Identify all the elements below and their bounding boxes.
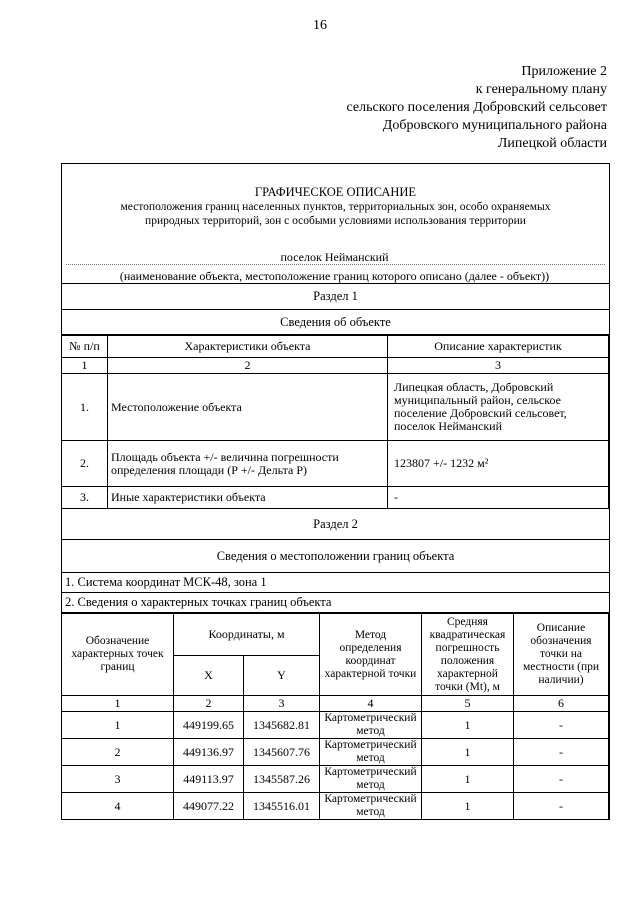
column-number: 2 bbox=[108, 358, 388, 374]
header-method: Метод определения координат характерной точки bbox=[320, 614, 422, 696]
header-designation: Обозначение характерных точек границ bbox=[62, 614, 174, 696]
row-description: 123807 +/- 1232 м² bbox=[388, 441, 609, 487]
table-row bbox=[62, 441, 609, 487]
column-number: 4 bbox=[320, 696, 422, 712]
page-number: 16 bbox=[313, 18, 327, 33]
header-x: X bbox=[174, 656, 244, 696]
row-description: - bbox=[388, 487, 609, 509]
appendix-line: к генеральному плану bbox=[475, 82, 607, 97]
object-info-table bbox=[61, 335, 609, 509]
point-error: 1 bbox=[422, 739, 514, 766]
header-coordinates: Координаты, м bbox=[174, 614, 320, 656]
point-y: 1345587.26 bbox=[244, 766, 320, 793]
appendix-line: Липецкой области bbox=[497, 136, 607, 151]
section2-title: Раздел 2 bbox=[62, 509, 609, 540]
row-number: 1. bbox=[62, 374, 108, 441]
table-row bbox=[62, 487, 609, 509]
point-method: Картометрический метод bbox=[320, 712, 422, 739]
column-number: 6 bbox=[514, 696, 609, 712]
appendix-line: Приложение 2 bbox=[521, 64, 607, 79]
point-description: - bbox=[514, 712, 609, 739]
points-title: 2. Сведения о характерных точках границ объекта bbox=[62, 593, 609, 613]
document-title: ГРАФИЧЕСКОЕ ОПИСАНИЕ bbox=[254, 185, 417, 199]
point-error: 1 bbox=[422, 793, 514, 820]
divider bbox=[66, 264, 605, 265]
section1-title: Раздел 1 bbox=[62, 284, 609, 310]
column-number: 1 bbox=[62, 696, 174, 712]
point-id: 4 bbox=[62, 793, 174, 820]
object-note: (наименование объекта, местоположение границ которого описано (далее - объект)) bbox=[119, 269, 550, 283]
object-name: поселок Нейманский bbox=[280, 250, 389, 264]
point-id: 3 bbox=[62, 766, 174, 793]
table-row bbox=[62, 766, 609, 793]
point-id: 2 bbox=[62, 739, 174, 766]
column-header: Характеристики объекта bbox=[108, 336, 388, 358]
point-y: 1345682.81 bbox=[244, 712, 320, 739]
point-method: Картометрический метод bbox=[320, 739, 422, 766]
table-header-row bbox=[62, 336, 609, 358]
point-description: - bbox=[514, 766, 609, 793]
boundary-points-table bbox=[61, 613, 609, 820]
point-error: 1 bbox=[422, 712, 514, 739]
description-header bbox=[62, 164, 609, 284]
document-form bbox=[61, 163, 610, 820]
point-x: 449199.65 bbox=[174, 712, 244, 739]
appendix-line: сельского поселения Добровский сельсовет bbox=[346, 100, 607, 115]
row-description: Липецкая область, Добровский муниципальный район, сельское поселение Добровский сельсовет, поселок Нейманский bbox=[388, 374, 609, 441]
row-characteristic: Площадь объекта +/- величина погрешности определения площади (Р +/- Дельта Р) bbox=[108, 441, 388, 487]
column-header: № п/п bbox=[62, 336, 108, 358]
point-y: 1345516.01 bbox=[244, 793, 320, 820]
appendix-line: Добровского муниципального района bbox=[382, 118, 607, 133]
table-row bbox=[62, 793, 609, 820]
header-y: Y bbox=[244, 656, 320, 696]
column-header: Описание характеристик bbox=[388, 336, 609, 358]
point-error: 1 bbox=[422, 766, 514, 793]
column-number: 2 bbox=[174, 696, 244, 712]
section2-subtitle: Сведения о местоположении границ объекта bbox=[62, 540, 609, 573]
column-number: 1 bbox=[62, 358, 108, 374]
table-header-row bbox=[62, 614, 609, 656]
table-row bbox=[62, 374, 609, 441]
table-row bbox=[62, 739, 609, 766]
column-number: 5 bbox=[422, 696, 514, 712]
coordinate-system: 1. Система координат МСК-48, зона 1 bbox=[62, 573, 609, 593]
point-id: 1 bbox=[62, 712, 174, 739]
point-method: Картометрический метод bbox=[320, 793, 422, 820]
point-description: - bbox=[514, 739, 609, 766]
point-method: Картометрический метод bbox=[320, 766, 422, 793]
table-number-row bbox=[62, 358, 609, 374]
row-number: 2. bbox=[62, 441, 108, 487]
table-row bbox=[62, 712, 609, 739]
point-y: 1345607.76 bbox=[244, 739, 320, 766]
document-subtitle: местоположения границ населенных пунктов, территориальных зон, особо охраняемых природных территорий, зон с особыми условиями использования территории bbox=[120, 201, 551, 227]
row-number: 3. bbox=[62, 487, 108, 509]
table-number-row bbox=[62, 696, 609, 712]
appendix-caption bbox=[347, 63, 607, 153]
section1-subtitle: Сведения об объекте bbox=[62, 310, 609, 335]
header-description: Описание обозначения точки на местности (при наличии) bbox=[514, 614, 609, 696]
column-number: 3 bbox=[388, 358, 609, 374]
header-error: Средняя квадратическая погрешность положения характерной точки (Mt), м bbox=[422, 614, 514, 696]
point-x: 449136.97 bbox=[174, 739, 244, 766]
point-x: 449077.22 bbox=[174, 793, 244, 820]
point-x: 449113.97 bbox=[174, 766, 244, 793]
row-characteristic: Иные характеристики объекта bbox=[108, 487, 388, 509]
column-number: 3 bbox=[244, 696, 320, 712]
row-characteristic: Местоположение объекта bbox=[108, 374, 388, 441]
point-description: - bbox=[514, 793, 609, 820]
